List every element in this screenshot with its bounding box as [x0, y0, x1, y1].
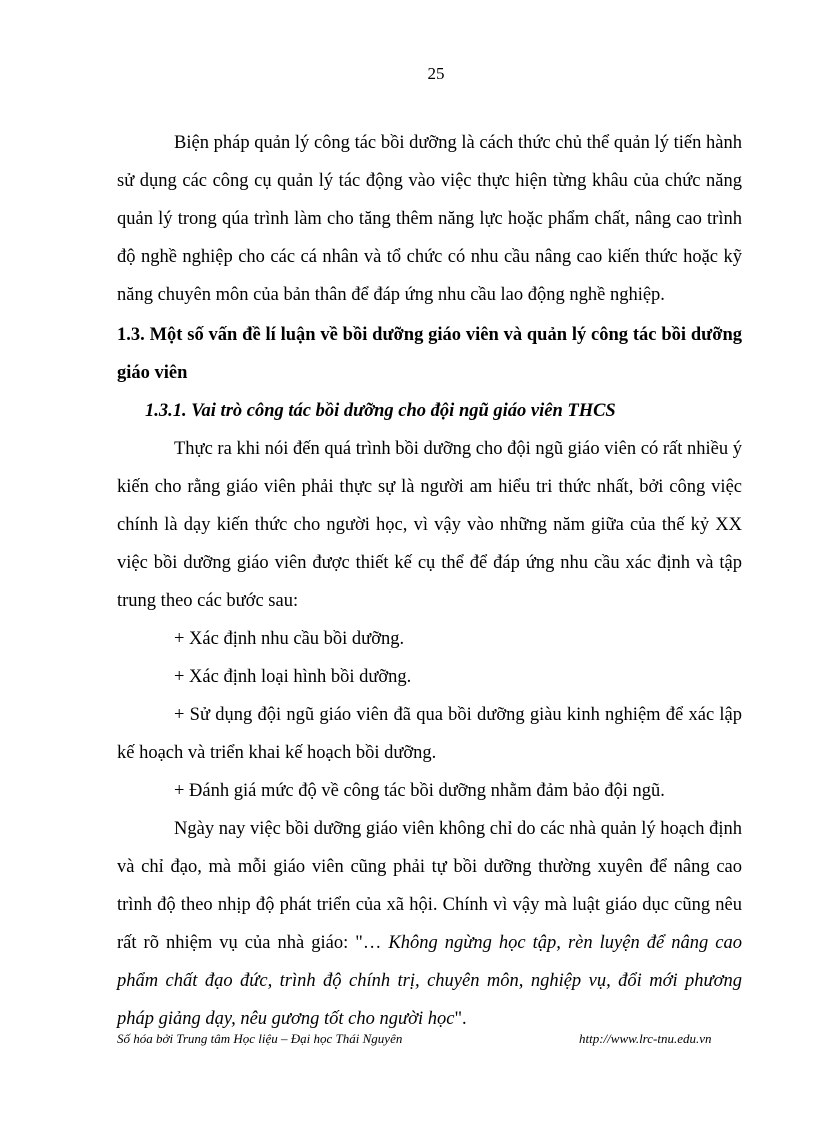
paragraph-law-text: Ngày nay việc bồi dưỡng giáo viên không chỉ do các nhà quản lý hoạch định và chỉ đạo, mà mỗi giáo viên cũng phải tự bồi dưỡng thường xuyên để nâng cao trình độ theo nhịp độ phát triển của xã hội. Chính vì vậy mà luật giáo dục cũng nêu rất rõ nhiệm vụ của nhà giáo: "… [117, 819, 742, 953]
document-body [117, 124, 742, 1038]
paragraph-law [117, 810, 742, 1038]
section-heading: 1.3. Một số vấn đề lí luận về bồi dưỡng giáo viên và quản lý công tác bồi dưỡng giáo viên [117, 325, 742, 383]
law-quote: Không ngừng học tập, rèn luyện để nâng cao phẩm chất đạo đức, trình độ chính trị, chuyên môn, nghiệp vụ, đổi mới phương pháp giảng dạy, nêu gương tốt cho người học [117, 933, 742, 1029]
page-number: 25 [427, 64, 445, 83]
paragraph-role: Thực ra khi nói đến quá trình bồi dưỡng cho đội ngũ giáo viên có rất nhiều ý kiến cho rằng giáo viên phải thực sự là người am hiểu tri thức nhất, bởi công việc chính là dạy kiến thức cho người học, vì vậy vào những năm giữa của thế kỷ XX việc bồi dưỡng giáo viên được thiết kế cụ thể để đáp ứng nhu cầu xác định và tập trung theo các bước sau: [117, 439, 742, 611]
list-item: + Xác định loại hình bồi dưỡng. [174, 667, 412, 687]
list-item: + Sử dụng đội ngũ giáo viên đã qua bồi dưỡng giàu kinh nghiệm để xác lập kế hoạch và triển khai kế hoạch bồi dưỡng. [117, 705, 742, 763]
paragraph-intro: Biện pháp quản lý công tác bồi dưỡng là cách thức chủ thể quản lý tiến hành sử dụng các công cụ quản lý tác động vào việc thực hiện từng khâu của chức năng quản lý trong qúa trình làm cho tăng thêm năng lực hoặc phẩm chất, nâng cao trình độ nghề nghiệp cho các cá nhân và tổ chức có nhu cầu nâng cao kiến thức hoặc kỹ năng chuyên môn của bản thân để đáp ứng nhu cầu lao động nghề nghiệp. [117, 133, 742, 305]
footer-url: http://www.lrc-tnu.edu.vn [579, 1031, 712, 1046]
subsection-heading: 1.3.1. Vai trò công tác bồi dưỡng cho đội ngũ giáo viên THCS [145, 401, 616, 421]
footer-source: Số hóa bởi Trung tâm Học liệu – Đại học Thái Nguyên [117, 1031, 403, 1046]
list-item: + Xác định nhu cầu bồi dưỡng. [174, 629, 405, 649]
list-item: + Đánh giá mức độ về công tác bồi dưỡng nhằm đảm bảo đội ngũ. [174, 781, 665, 801]
paragraph-law-end: ". [454, 1009, 467, 1029]
